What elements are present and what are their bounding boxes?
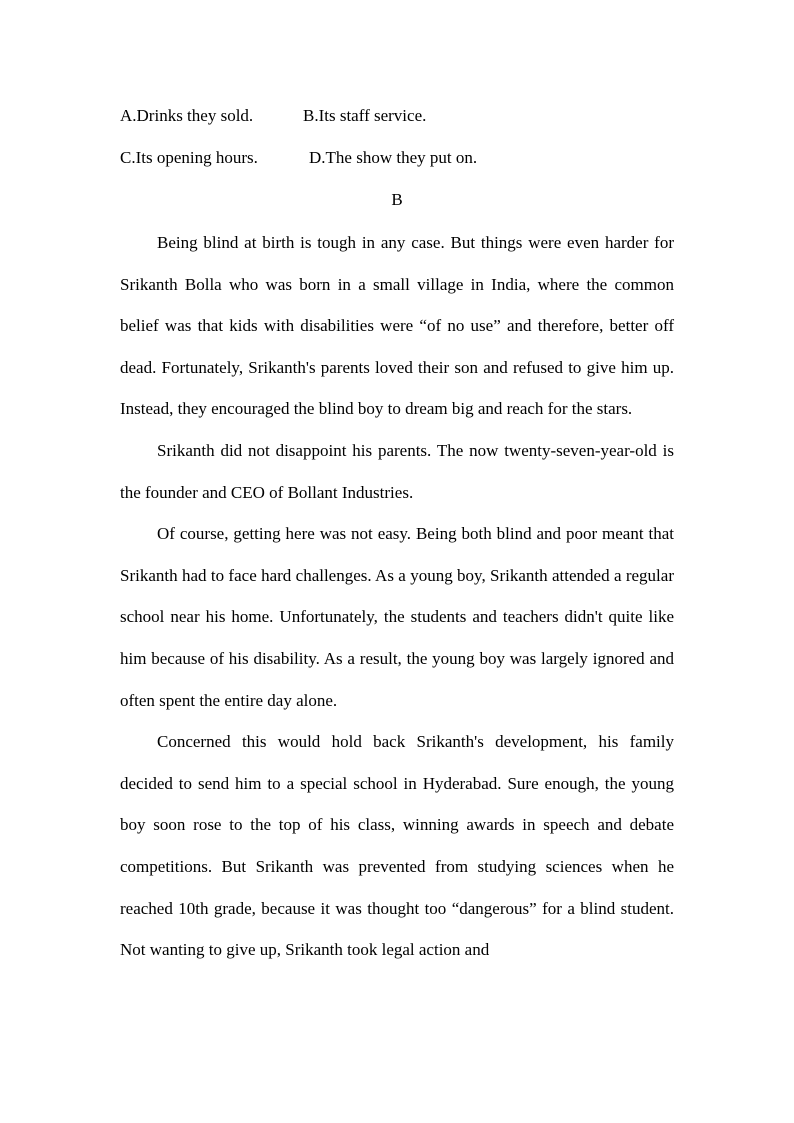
paragraph-4: Concerned this would hold back Srikanth's development, his family decided to send him to a special school in Hyderabad. Sure enough, the young boy soon rose to the top of his class, winning awards in speech and debate competitions. But Srikanth was prevented from studying sciences when he reached 10th grade, because it was thought too “dangerous” for a blind student. Not wanting to give up, Srikanth took legal action and	[120, 732, 674, 960]
paragraph-1: Being blind at birth is tough in any case. But things were even harder for Srikanth Bolla who was born in a small village in India, where the common belief was that kids with disabilities were “of no use” and therefore, better off dead. Fortunately, Srikanth's parents loved their son and refused to give him up. Instead, they encouraged the blind boy to dream big and reach for the stars.	[120, 233, 674, 419]
option-d: D.The show they put on.	[309, 148, 478, 167]
section-heading: B	[391, 190, 403, 209]
option-b: B.Its staff service.	[303, 106, 427, 125]
paragraph-3: Of course, getting here was not easy. Being both blind and poor meant that Srikanth had to face hard challenges. As a young boy, Srikanth attended a regular school near his home. Unfortunately, the students and teachers didn't quite like him because of his disability. As a result, the young boy was largely ignored and often spent the entire day alone.	[120, 524, 674, 710]
passage-body	[120, 222, 674, 971]
answer-options-row-1	[120, 106, 426, 126]
answer-options-row-2	[120, 148, 477, 168]
paragraph-2: Srikanth did not disappoint his parents. The now twenty-seven-year-old is the founder and CEO of Bollant Industries.	[120, 440, 674, 502]
option-a: A.Drinks they sold.	[120, 106, 254, 125]
option-c: C.Its opening hours.	[120, 148, 258, 167]
